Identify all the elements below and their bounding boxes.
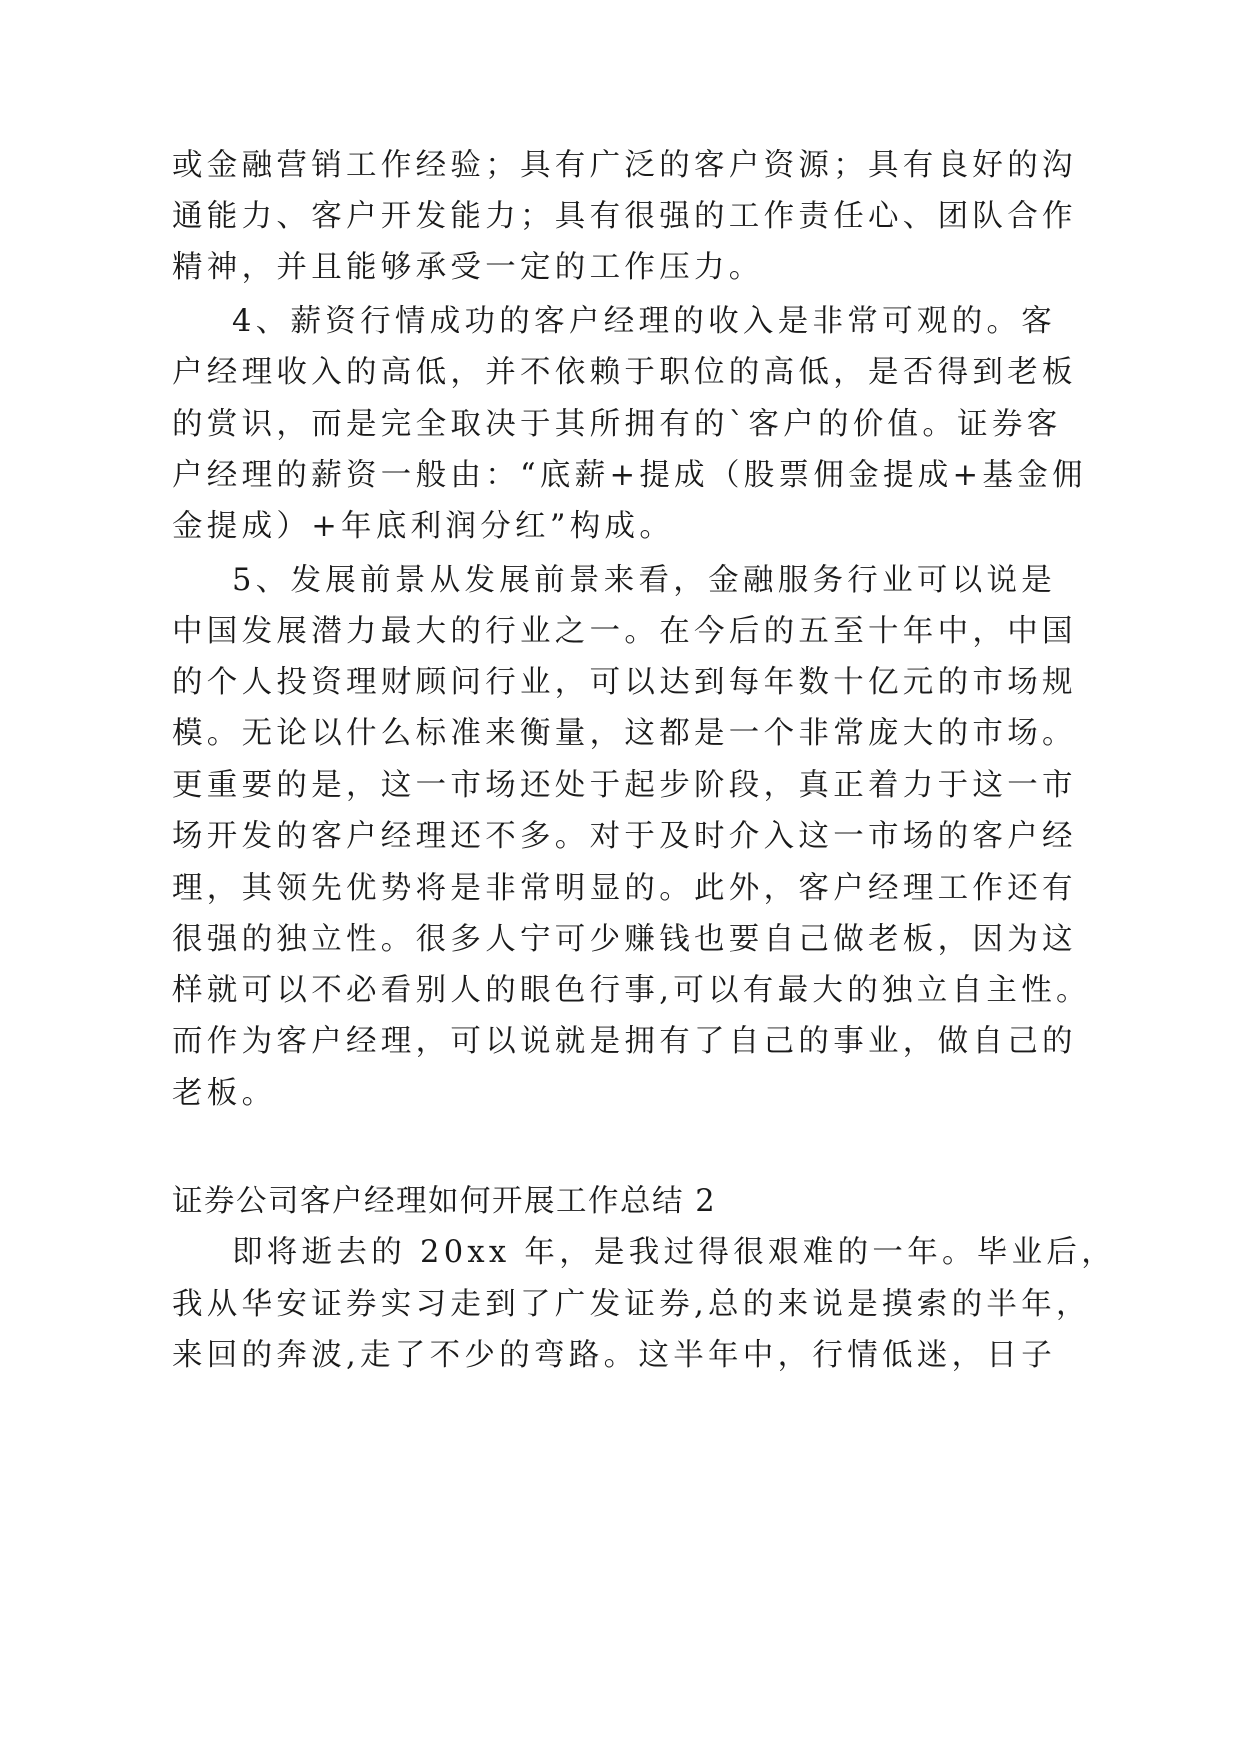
paragraph-4-line-1: 即将逝去的 20xx 年，是我过得很艰难的一年。毕业后， xyxy=(232,1235,1117,1270)
paragraph-3-line-3: 的个人投资理财顾问行业，可以达到每年数十亿元的市场规 xyxy=(172,665,1077,700)
paragraph-1-line-3: 精神，并且能够承受一定的工作压力。 xyxy=(172,250,764,285)
paragraph-2-line-1: 4、薪资行情成功的客户经理的收入是非常可观的。客 xyxy=(232,304,1057,339)
paragraph-3-line-10: 而作为客户经理，可以说就是拥有了自己的事业，做自己的 xyxy=(172,1024,1077,1059)
paragraph-3-line-2: 中国发展潜力最大的行业之一。在今后的五至十年中，中国 xyxy=(172,614,1077,649)
paragraph-3-line-7: 理，其领先优势将是非常明显的。此外，客户经理工作还有 xyxy=(172,871,1077,906)
paragraph-3-line-4: 模。无论以什么标准来衡量，这都是一个非常庞大的市场。 xyxy=(172,716,1077,751)
paragraph-3-line-8: 很强的独立性。很多人宁可少赚钱也要自己做老板，因为这 xyxy=(172,922,1077,957)
paragraph-3-line-5: 更重要的是，这一市场还处于起步阶段，真正着力于这一市 xyxy=(172,768,1077,803)
paragraph-2-line-4: 户经理的薪资一般由：“底薪+提成（股票佣金提成+基金佣 xyxy=(172,458,1087,493)
paragraph-2-line-3: 的赏识，而是完全取决于其所拥有的`客户的价值。证券客 xyxy=(172,407,1062,442)
paragraph-4-line-2: 我从华安证券实习走到了广发证券,总的来说是摸索的半年， xyxy=(172,1287,1091,1322)
paragraph-3-line-9: 样就可以不必看别人的眼色行事,可以有最大的独立自主性。 xyxy=(172,973,1091,1008)
paragraph-1-line-1: 或金融营销工作经验；具有广泛的客户资源；具有良好的沟 xyxy=(172,148,1077,183)
paragraph-2-line-5: 金提成）+年底利润分红”构成。 xyxy=(172,509,675,544)
paragraph-3-line-6: 场开发的客户经理还不多。对于及时介入这一市场的客户经 xyxy=(172,819,1077,854)
paragraph-1-line-2: 通能力、客户开发能力；具有很强的工作责任心、团队合作 xyxy=(172,199,1077,234)
paragraph-2-line-2: 户经理收入的高低，并不依赖于职位的高低，是否得到老板 xyxy=(172,355,1077,390)
section-heading: 证券公司客户经理如何开展工作总结 2 xyxy=(172,1184,717,1219)
paragraph-3-line-11: 老板。 xyxy=(172,1076,277,1111)
paragraph-4-line-3: 来回的奔波,走了不少的弯路。这半年中，行情低迷，日子 xyxy=(172,1338,1056,1373)
paragraph-3-line-1: 5、发展前景从发展前景来看，金融服务行业可以说是 xyxy=(232,563,1057,598)
